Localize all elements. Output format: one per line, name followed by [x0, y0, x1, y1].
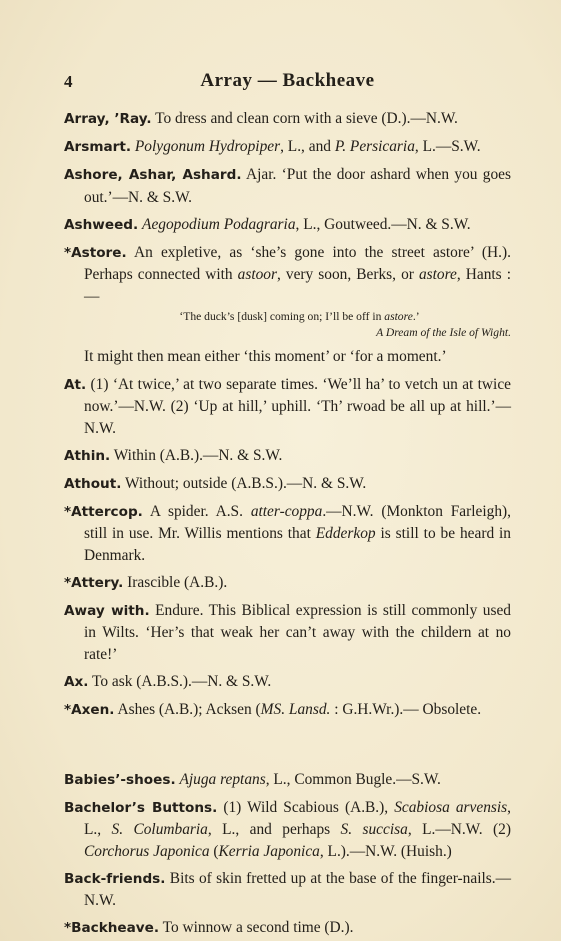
headword: Away with.	[64, 602, 150, 619]
definition-text: To dress and clean corn with a sieve (D.).—N.W.	[151, 110, 458, 127]
italic-term: P. Persicaria	[334, 138, 415, 155]
quotation	[88, 308, 511, 325]
definition-text: .—N.W. (Monkton Farleigh), still in use. Mr. Willis mentions that	[84, 502, 512, 542]
headword: Ax.	[64, 673, 89, 690]
headword: Athin.	[64, 447, 111, 464]
entry-continuation: It might then mean either ‘this moment’ or ‘for a moment.’	[84, 348, 447, 365]
definition-text: , L.—N.W. (2)	[407, 821, 511, 838]
entry-at	[64, 374, 511, 440]
definition-text: An expletive, as ‘she’s gone into the street astore’ (H.). Perhaps connected with	[84, 243, 511, 283]
italic-term: Corchorus Japonica	[84, 842, 210, 860]
definition-text: , very soon, Berks, or	[276, 266, 419, 283]
italic-term: S. succisa	[340, 821, 408, 838]
page-number: 4	[64, 72, 73, 91]
headword: Babies’-shoes.	[64, 771, 176, 788]
italic-term: Polygonum Hydropiper	[134, 138, 281, 155]
headword: Ashweed.	[64, 216, 139, 233]
headword: *Attercop.	[64, 503, 143, 520]
quotation-emphasis: astore	[384, 310, 413, 323]
headword: Athout.	[64, 475, 122, 492]
headword: *Attery.	[64, 574, 124, 591]
headword: Array, ’Ray.	[64, 111, 152, 127]
definition-text: , L., Common Bugle.—S.W.	[265, 770, 441, 788]
definition-text: Irascible (A.B.).	[123, 573, 228, 591]
definition-text: , L., and perhaps	[207, 821, 341, 838]
italic-term: atter-coppa	[250, 502, 323, 520]
definition-text: To ask (A.B.S.).—N. & S.W.	[88, 672, 272, 690]
headword: *Backheave.	[64, 920, 160, 936]
headword: Back-friends.	[64, 870, 166, 887]
italic-term: Ajuga reptans	[179, 770, 266, 788]
entry-away-with	[64, 600, 511, 666]
definition-text: (1) ‘At twice,’ at two separate times. ‘We’ll ha’ to vetch un at twice now.’—N.W. (2) ‘Up at hill,’ uphill. ‘Th’ rwoad be all up at hill.’—N.W.	[84, 375, 511, 437]
definition-text: Ashes (A.B.); Acksen (	[114, 700, 261, 718]
definition-text: , Hants :—	[84, 266, 511, 305]
entry-bachelors-buttons	[64, 797, 511, 863]
definition-text: , L.,	[84, 798, 512, 838]
definition-text: (1) Wild Scabious (A.B.),	[217, 798, 395, 816]
definition-text: Ajar. ‘Put the door ashard when you goes out.’—N. & S.W.	[84, 166, 512, 206]
definition-text: , L., and	[280, 138, 335, 155]
entry-babies-shoes	[64, 769, 511, 792]
italic-term: MS. Lansd.	[260, 700, 331, 718]
entry-arsmart	[64, 136, 511, 159]
entry-athin	[64, 445, 511, 468]
entry-ashore	[64, 164, 511, 208]
italic-term: Kerria Japonica	[218, 842, 320, 860]
italic-term: astore	[418, 266, 457, 283]
definition-text: Endure. This Biblical expression is still commonly used in Wilts. ‘Her’s that weak her can’t away with the childern at no rate!’	[84, 601, 511, 663]
definition-text: , L.).—N.W. (Huish.)	[319, 842, 452, 860]
headword: *Astore.	[64, 244, 127, 261]
entry-axen	[64, 699, 511, 722]
headword: Arsmart.	[64, 139, 132, 155]
quotation-text-start: ‘The duck’s [dusk] coming on; I’ll be off in	[179, 310, 385, 323]
entry-ax	[64, 671, 511, 694]
definition-text: To winnow a second time (D.).	[159, 919, 354, 936]
headword: Ashore, Ashar, Ashard.	[64, 167, 242, 183]
headword: Bachelor’s Buttons.	[64, 799, 218, 816]
italic-term: Aegopodium Podagraria	[142, 215, 296, 233]
entry-backheave	[64, 917, 511, 940]
definition-text: , L., Goutweed.—N. & S.W.	[295, 215, 471, 233]
italic-term: Edderkop	[315, 525, 376, 542]
headword: *Axen.	[64, 701, 115, 718]
running-header	[64, 70, 511, 96]
entry-attercop	[64, 501, 511, 567]
definition-text: Within (A.B.).—N. & S.W.	[110, 446, 283, 464]
italic-term: Scabiosa arvensis	[394, 798, 508, 816]
page-title: Array — Backheave	[200, 70, 375, 91]
definition-text: (	[209, 842, 219, 860]
italic-term: S. Columbaria	[111, 821, 208, 838]
entry-athout	[64, 473, 511, 496]
quotation-text-end: .’	[412, 310, 420, 323]
definition-text: : G.H.Wr.).— Obsolete.	[330, 700, 482, 718]
definition-text: is still to be heard in Denmark.	[84, 525, 512, 564]
headword: At.	[64, 376, 87, 393]
definition-text: A spider. A.S.	[142, 502, 251, 520]
entry-array	[64, 108, 511, 131]
entry-astore	[64, 242, 511, 308]
definition-text: Bits of skin fretted up at the base of the finger-nails.—N.W.	[84, 869, 511, 909]
entry-attery	[64, 572, 511, 595]
definition-text: Without; outside (A.B.S.).—N. & S.W.	[121, 474, 367, 492]
entry-back-friends	[64, 868, 511, 912]
quotation-source: A Dream of the Isle of Wight.	[376, 326, 511, 339]
definition-text: , L.—S.W.	[414, 138, 481, 155]
section-gap	[64, 727, 511, 769]
italic-term: astoor	[237, 266, 277, 283]
entry-ashweed	[64, 214, 511, 237]
